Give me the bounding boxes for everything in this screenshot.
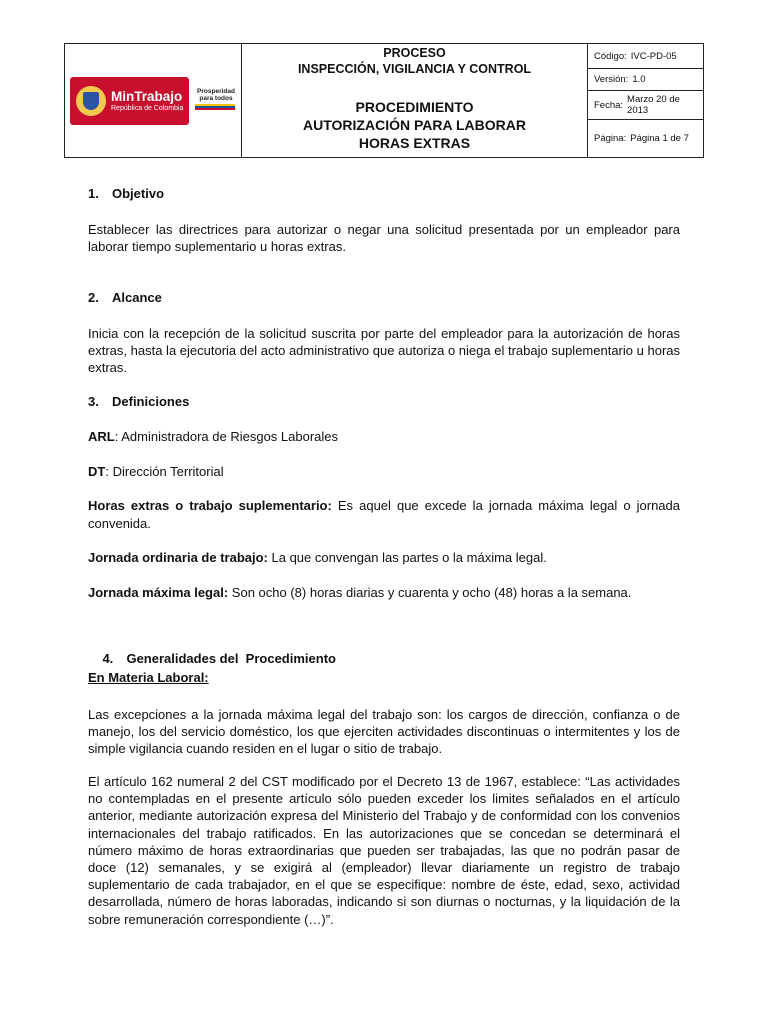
definition-jornada-ordinaria: Jornada ordinaria de trabajo: La que convengan las partes o la máxima legal.	[88, 550, 547, 565]
date-row: Fecha: Marzo 20 de 2013	[588, 91, 703, 120]
document-header	[64, 43, 704, 158]
section-heading-definiciones: 3. Definiciones	[88, 394, 190, 409]
procedure-label: PROCEDIMIENTO	[355, 99, 474, 115]
section-heading-generalidades: 4. Generalidades del Procedimiento	[102, 651, 336, 666]
prosperidad-badge: Prosperidad para todos	[197, 88, 235, 102]
subheading-materia-laboral: En Materia Laboral:	[88, 670, 209, 685]
definition-jornada-maxima: Jornada máxima legal: Son ocho (8) horas diarias y cuarenta y ocho (48) horas a la semana.	[88, 585, 632, 600]
logo-subtitle: República de Colombia	[111, 104, 184, 112]
generalidades-paragraph-2: El artículo 162 numeral 2 del CST modificado por el Decreto 13 de 1967, establece: “Las actividades no contempladas en el presente artículo sólo pueden exceder los limites señalados en el artículo anterior, mediante autorización expresa del Ministerio del Trabajo y de conformidad con los convenios internacionales del trabajo ratificados. En las autorizaciones que se concedan se determinará el número máximo de horas extraordinarias que pueden ser trabajadas, las que no podrán pasar de doce (12) semanales, y se exigirá al (empleador) llevar diariamente un registro de trabajo suplementario de cada trabajador, en el que se especifique: nombre de éste, edad, sexo, actividad desarrollada, número de horas laboradas, indicando si son diurnas o nocturnas, y la liquidación de la sobre remuneración correspondiente (…)”.	[88, 774, 680, 927]
generalidades-paragraph-1: Las excepciones a la jornada máxima legal del trabajo son: los cargos de dirección, confianza o de manejo, los del servicio doméstico, los que ejerciten actividades discontinuas o intermitentes y los de simple vigilancia cuando residen en el lugar o sitio de trabajo.	[88, 707, 680, 757]
page-row: Página: Página 1 de 7	[594, 133, 689, 144]
procedure-name: AUTORIZACIÓN PARA LABORAR HORAS EXTRAS	[303, 117, 526, 151]
definition-arl: ARL: Administradora de Riesgos Laborales	[88, 429, 339, 444]
definition-dt: DT: Dirección Territorial	[88, 464, 224, 479]
coat-of-arms-icon	[76, 86, 106, 116]
code-row: Código: IVC-PD-05	[588, 44, 703, 69]
process-name: INSPECCIÓN, VIGILANCIA Y CONTROL	[297, 62, 532, 76]
definition-horas-extras: Horas extras o trabajo suplementario: Es aquel que excede la jornada máxima legal o jornada convenida.	[88, 498, 680, 531]
logo-name: MinTrabajo	[111, 88, 183, 104]
alcance-text: Inicia con la recepción de la solicitud suscrita por parte del empleador para la autorización de horas extras, hasta la ejecutoria del acto administrativo que autoriza o niega el trabajo suplementario u horas extras.	[88, 326, 680, 376]
code-value: IVC-PD-05	[630, 50, 677, 62]
objetivo-text: Establecer las directrices para autorizar o negar una solicitud presentada por un empleador para laborar tiempo suplementario u horas extras.	[88, 222, 680, 255]
logo-cell	[65, 44, 242, 157]
version-value: 1.0	[632, 74, 646, 85]
date-value: Marzo 20 de 2013	[627, 94, 680, 116]
page-value: Página 1 de 7	[630, 133, 689, 144]
flag-stripes-icon	[195, 104, 235, 110]
section-heading-objetivo: 1. Objetivo	[88, 186, 165, 201]
title-cell	[242, 44, 588, 157]
section-heading-alcance: 2. Alcance	[88, 290, 162, 305]
version-row: Versión: 1.0	[588, 69, 703, 91]
mintrabajo-logo	[70, 77, 189, 125]
meta-cell	[588, 44, 703, 157]
process-label: PROCESO	[383, 46, 446, 60]
